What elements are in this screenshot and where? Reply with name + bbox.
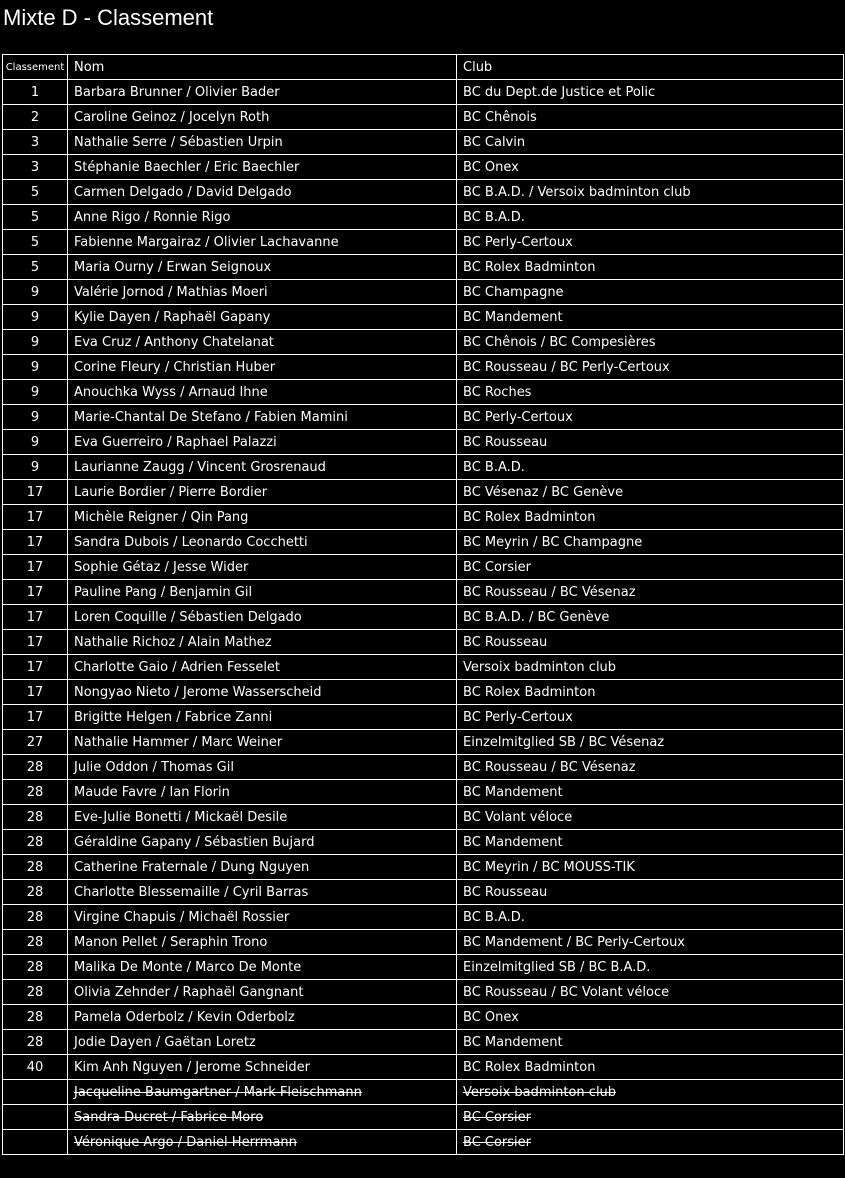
table-row bbox=[3, 630, 844, 655]
club-cell bbox=[457, 1130, 844, 1155]
club-name: Versoix badminton club bbox=[463, 659, 617, 675]
pair-names: Sophie Gétaz / Jesse Wider bbox=[74, 559, 249, 575]
table-row bbox=[3, 755, 844, 780]
club-cell bbox=[457, 1105, 844, 1130]
name-cell bbox=[68, 780, 457, 805]
club-cell bbox=[457, 230, 844, 255]
pair-names: Kylie Dayen / Raphaël Gapany bbox=[74, 309, 271, 325]
club-cell bbox=[457, 830, 844, 855]
table-row bbox=[3, 80, 844, 105]
club-name: BC du Dept.de Justice et Polic bbox=[463, 84, 656, 100]
club-cell bbox=[457, 980, 844, 1005]
name-cell bbox=[68, 80, 457, 105]
pair-names: Maude Favre / Ian Florin bbox=[74, 784, 230, 800]
name-cell bbox=[68, 255, 457, 280]
table-row bbox=[3, 505, 844, 530]
pair-names: Stéphanie Baechler / Eric Baechler bbox=[74, 159, 300, 175]
rank-cell: 17 bbox=[3, 705, 68, 730]
club-name: BC Perly-Certoux bbox=[463, 709, 573, 725]
table-row bbox=[3, 1055, 844, 1080]
table-row bbox=[3, 680, 844, 705]
rank-cell: 17 bbox=[3, 505, 68, 530]
pair-names: Maria Ourny / Erwan Seignoux bbox=[74, 259, 272, 275]
pair-names: Pauline Pang / Benjamin Gil bbox=[74, 584, 253, 600]
name-cell bbox=[68, 705, 457, 730]
rank-cell: 5 bbox=[3, 180, 68, 205]
name-cell bbox=[68, 905, 457, 930]
table-row bbox=[3, 955, 844, 980]
table-row bbox=[3, 130, 844, 155]
club-cell bbox=[457, 955, 844, 980]
rank-cell: 28 bbox=[3, 930, 68, 955]
table-row bbox=[3, 105, 844, 130]
name-cell bbox=[68, 130, 457, 155]
rank-cell: 17 bbox=[3, 530, 68, 555]
rank-cell: 17 bbox=[3, 680, 68, 705]
rank-cell: 28 bbox=[3, 955, 68, 980]
name-cell bbox=[68, 855, 457, 880]
club-cell bbox=[457, 280, 844, 305]
rank-cell: 5 bbox=[3, 205, 68, 230]
rank-cell: 3 bbox=[3, 155, 68, 180]
rank-cell: 9 bbox=[3, 305, 68, 330]
pair-names: Barbara Brunner / Olivier Bader bbox=[74, 84, 280, 100]
name-cell bbox=[68, 180, 457, 205]
club-cell bbox=[457, 1005, 844, 1030]
rank-cell: 3 bbox=[3, 130, 68, 155]
club-cell bbox=[457, 1030, 844, 1055]
name-cell bbox=[68, 555, 457, 580]
table-row bbox=[3, 330, 844, 355]
header-row bbox=[3, 55, 844, 80]
name-cell bbox=[68, 680, 457, 705]
name-cell bbox=[68, 430, 457, 455]
name-cell bbox=[68, 880, 457, 905]
pair-names: Nongyao Nieto / Jerome Wasserscheid bbox=[74, 684, 322, 700]
club-cell bbox=[457, 930, 844, 955]
club-name: BC Rousseau / BC Vésenaz bbox=[463, 584, 636, 600]
name-cell bbox=[68, 805, 457, 830]
club-name: BC Corsier bbox=[463, 1109, 532, 1125]
club-cell bbox=[457, 880, 844, 905]
rank-cell: 28 bbox=[3, 905, 68, 930]
name-cell bbox=[68, 330, 457, 355]
pair-names: Corine Fleury / Christian Huber bbox=[74, 359, 276, 375]
pair-names: Manon Pellet / Seraphin Trono bbox=[74, 934, 268, 950]
table-row bbox=[3, 430, 844, 455]
table-row bbox=[3, 455, 844, 480]
table-row bbox=[3, 555, 844, 580]
pair-names: Jodie Dayen / Gaëtan Loretz bbox=[74, 1034, 256, 1050]
pair-names: Valérie Jornod / Mathias Moeri bbox=[74, 284, 268, 300]
club-name: BC Vésenaz / BC Genève bbox=[463, 484, 624, 500]
club-cell bbox=[457, 305, 844, 330]
club-cell bbox=[457, 605, 844, 630]
pair-names: Fabienne Margairaz / Olivier Lachavanne bbox=[74, 234, 339, 250]
table-row bbox=[3, 180, 844, 205]
pair-names: Charlotte Gaio / Adrien Fesselet bbox=[74, 659, 281, 675]
pair-names: Géraldine Gapany / Sébastien Bujard bbox=[74, 834, 315, 850]
club-name: BC Rousseau bbox=[463, 634, 548, 650]
table-row bbox=[3, 905, 844, 930]
table-row bbox=[3, 355, 844, 380]
name-cell bbox=[68, 755, 457, 780]
pair-names: Virgine Chapuis / Michaël Rossier bbox=[74, 909, 290, 925]
pair-names: Laurianne Zaugg / Vincent Grosrenaud bbox=[74, 459, 326, 475]
name-cell bbox=[68, 1005, 457, 1030]
club-name: BC Rousseau bbox=[463, 434, 548, 450]
rank-cell: 40 bbox=[3, 1055, 68, 1080]
pair-names: Caroline Geinoz / Jocelyn Roth bbox=[74, 109, 270, 125]
pair-names: Eva Guerreiro / Raphael Palazzi bbox=[74, 434, 277, 450]
club-name: BC Mandement bbox=[463, 834, 563, 850]
club-name: Versoix badminton club bbox=[463, 1084, 617, 1100]
table-row bbox=[3, 280, 844, 305]
name-cell bbox=[68, 530, 457, 555]
club-cell bbox=[457, 805, 844, 830]
table-row-withdrawn bbox=[3, 1105, 844, 1130]
club-cell bbox=[457, 155, 844, 180]
name-cell bbox=[68, 105, 457, 130]
club-name: BC Calvin bbox=[463, 134, 526, 150]
rank-cell: 1 bbox=[3, 80, 68, 105]
name-cell bbox=[68, 405, 457, 430]
rank-cell: 28 bbox=[3, 805, 68, 830]
pair-names: Sandra Ducret / Fabrice Moro bbox=[74, 1109, 264, 1125]
club-cell bbox=[457, 905, 844, 930]
club-name: BC Perly-Certoux bbox=[463, 234, 573, 250]
rank-cell: 28 bbox=[3, 780, 68, 805]
rank-cell: 5 bbox=[3, 255, 68, 280]
rank-cell: 17 bbox=[3, 605, 68, 630]
club-name: BC Rolex Badminton bbox=[463, 1059, 596, 1075]
club-cell bbox=[457, 180, 844, 205]
club-cell bbox=[457, 105, 844, 130]
club-cell bbox=[457, 705, 844, 730]
table-row bbox=[3, 830, 844, 855]
club-name: BC Volant véloce bbox=[463, 809, 573, 825]
table-row bbox=[3, 380, 844, 405]
club-cell bbox=[457, 330, 844, 355]
pair-names: Marie-Chantal De Stefano / Fabien Mamini bbox=[74, 409, 348, 425]
pair-names: Pamela Oderbolz / Kevin Oderbolz bbox=[74, 1009, 295, 1025]
rank-cell bbox=[3, 1130, 68, 1155]
club-cell bbox=[457, 580, 844, 605]
table-row-withdrawn bbox=[3, 1080, 844, 1105]
club-cell bbox=[457, 80, 844, 105]
rank-cell bbox=[3, 1105, 68, 1130]
table-row bbox=[3, 1005, 844, 1030]
name-cell bbox=[68, 955, 457, 980]
pair-names: Michèle Reigner / Qin Pang bbox=[74, 509, 249, 525]
table-row bbox=[3, 780, 844, 805]
club-column-header: Club bbox=[457, 55, 844, 80]
club-cell bbox=[457, 355, 844, 380]
table-row-withdrawn bbox=[3, 1130, 844, 1155]
pair-names: Nathalie Hammer / Marc Weiner bbox=[74, 734, 283, 750]
club-cell bbox=[457, 1055, 844, 1080]
pair-names: Jacqueline Baumgartner / Mark Fleischmann bbox=[74, 1084, 362, 1100]
name-column-header: Nom bbox=[68, 55, 457, 80]
club-name: BC Champagne bbox=[463, 284, 564, 300]
name-cell bbox=[68, 1105, 457, 1130]
club-cell bbox=[457, 555, 844, 580]
rank-cell: 28 bbox=[3, 1030, 68, 1055]
table-row bbox=[3, 205, 844, 230]
club-name: BC Mandement bbox=[463, 784, 563, 800]
rank-cell: 9 bbox=[3, 280, 68, 305]
club-cell bbox=[457, 505, 844, 530]
club-name: BC Rousseau bbox=[463, 884, 548, 900]
name-cell bbox=[68, 305, 457, 330]
name-cell bbox=[68, 1030, 457, 1055]
club-name: BC Onex bbox=[463, 1009, 519, 1025]
club-cell bbox=[457, 780, 844, 805]
table-row bbox=[3, 480, 844, 505]
rank-cell: 17 bbox=[3, 655, 68, 680]
club-cell bbox=[457, 430, 844, 455]
club-name: Einzelmitglied SB / BC Vésenaz bbox=[463, 734, 665, 750]
club-name: BC Rolex Badminton bbox=[463, 509, 596, 525]
club-name: BC Rousseau / BC Volant véloce bbox=[463, 984, 670, 1000]
club-cell bbox=[457, 405, 844, 430]
rank-cell: 9 bbox=[3, 380, 68, 405]
rank-cell: 9 bbox=[3, 455, 68, 480]
club-name: BC Rousseau / BC Perly-Certoux bbox=[463, 359, 670, 375]
club-cell bbox=[457, 730, 844, 755]
rank-cell: 27 bbox=[3, 730, 68, 755]
rank-cell bbox=[3, 1080, 68, 1105]
pair-names: Catherine Fraternale / Dung Nguyen bbox=[74, 859, 310, 875]
name-cell bbox=[68, 630, 457, 655]
club-name: BC Chênois / BC Compesières bbox=[463, 334, 656, 350]
rank-cell: 17 bbox=[3, 630, 68, 655]
table-row bbox=[3, 305, 844, 330]
pair-names: Carmen Delgado / David Delgado bbox=[74, 184, 292, 200]
pair-names: Laurie Bordier / Pierre Bordier bbox=[74, 484, 268, 500]
rank-cell: 28 bbox=[3, 830, 68, 855]
name-cell bbox=[68, 280, 457, 305]
rank-cell: 2 bbox=[3, 105, 68, 130]
club-name: BC Mandement bbox=[463, 309, 563, 325]
pair-names: Véronique Argo / Daniel Herrmann bbox=[74, 1134, 297, 1150]
name-cell bbox=[68, 830, 457, 855]
club-name: BC B.A.D. bbox=[463, 209, 525, 225]
name-cell bbox=[68, 1080, 457, 1105]
name-cell bbox=[68, 1055, 457, 1080]
rank-cell: 28 bbox=[3, 880, 68, 905]
rank-column-header: Classement bbox=[3, 55, 68, 80]
club-name: Einzelmitglied SB / BC B.A.D. bbox=[463, 959, 651, 975]
club-cell bbox=[457, 630, 844, 655]
table-row bbox=[3, 855, 844, 880]
pair-names: Eve-Julie Bonetti / Mickaël Desile bbox=[74, 809, 288, 825]
table-row bbox=[3, 730, 844, 755]
club-name: BC Mandement / BC Perly-Certoux bbox=[463, 934, 686, 950]
table-row bbox=[3, 1030, 844, 1055]
table-row bbox=[3, 155, 844, 180]
club-cell bbox=[457, 255, 844, 280]
club-name: BC B.A.D. / BC Genève bbox=[463, 609, 610, 625]
rank-cell: 9 bbox=[3, 430, 68, 455]
rank-cell: 9 bbox=[3, 405, 68, 430]
rank-cell: 28 bbox=[3, 1005, 68, 1030]
table-row bbox=[3, 655, 844, 680]
rank-cell: 17 bbox=[3, 580, 68, 605]
rank-cell: 9 bbox=[3, 355, 68, 380]
table-row bbox=[3, 405, 844, 430]
name-cell bbox=[68, 580, 457, 605]
pair-names: Olivia Zehnder / Raphaël Gangnant bbox=[74, 984, 304, 1000]
table-row bbox=[3, 930, 844, 955]
name-cell bbox=[68, 355, 457, 380]
club-cell bbox=[457, 205, 844, 230]
name-cell bbox=[68, 205, 457, 230]
club-cell bbox=[457, 680, 844, 705]
table-row bbox=[3, 705, 844, 730]
table-row bbox=[3, 255, 844, 280]
pair-names: Anouchka Wyss / Arnaud Ihne bbox=[74, 384, 268, 400]
name-cell bbox=[68, 505, 457, 530]
club-name: BC Rolex Badminton bbox=[463, 259, 596, 275]
club-cell bbox=[457, 380, 844, 405]
name-cell bbox=[68, 230, 457, 255]
rank-cell: 5 bbox=[3, 230, 68, 255]
rank-cell: 28 bbox=[3, 980, 68, 1005]
club-cell bbox=[457, 130, 844, 155]
table-row bbox=[3, 230, 844, 255]
pair-names: Sandra Dubois / Leonardo Cocchetti bbox=[74, 534, 308, 550]
name-cell bbox=[68, 930, 457, 955]
club-name: BC Corsier bbox=[463, 1134, 532, 1150]
name-cell bbox=[68, 605, 457, 630]
table-body bbox=[3, 80, 844, 1155]
pair-names: Malika De Monte / Marco De Monte bbox=[74, 959, 302, 975]
pair-names: Charlotte Blessemaille / Cyril Barras bbox=[74, 884, 309, 900]
rank-cell: 17 bbox=[3, 480, 68, 505]
club-name: BC Chênois bbox=[463, 109, 537, 125]
name-cell bbox=[68, 155, 457, 180]
club-name: BC Rousseau / BC Vésenaz bbox=[463, 759, 636, 775]
pair-names: Kim Anh Nguyen / Jerome Schneider bbox=[74, 1059, 310, 1075]
club-name: BC B.A.D. bbox=[463, 909, 525, 925]
club-name: BC Roches bbox=[463, 384, 532, 400]
table-row bbox=[3, 530, 844, 555]
club-name: BC B.A.D. bbox=[463, 459, 525, 475]
club-cell bbox=[457, 480, 844, 505]
table-row bbox=[3, 880, 844, 905]
page-title: Mixte D - Classement bbox=[3, 5, 214, 30]
pair-names: Julie Oddon / Thomas Gil bbox=[74, 759, 234, 775]
club-name: BC Rolex Badminton bbox=[463, 684, 596, 700]
name-cell bbox=[68, 455, 457, 480]
club-name: BC Meyrin / BC MOUSS-TIK bbox=[463, 859, 635, 875]
rank-cell: 28 bbox=[3, 855, 68, 880]
pair-names: Brigitte Helgen / Fabrice Zanni bbox=[74, 709, 273, 725]
club-name: BC Perly-Certoux bbox=[463, 409, 573, 425]
pair-names: Nathalie Serre / Sébastien Urpin bbox=[74, 134, 283, 150]
pair-names: Anne Rigo / Ronnie Rigo bbox=[74, 209, 231, 225]
rank-cell: 17 bbox=[3, 555, 68, 580]
club-cell bbox=[457, 1080, 844, 1105]
name-cell bbox=[68, 480, 457, 505]
name-cell bbox=[68, 655, 457, 680]
club-cell bbox=[457, 755, 844, 780]
rank-cell: 28 bbox=[3, 755, 68, 780]
ranking-table bbox=[2, 54, 844, 1155]
club-name: BC Corsier bbox=[463, 559, 532, 575]
name-cell bbox=[68, 730, 457, 755]
club-name: BC Meyrin / BC Champagne bbox=[463, 534, 643, 550]
table-row bbox=[3, 580, 844, 605]
table-header bbox=[3, 55, 844, 80]
name-cell bbox=[68, 980, 457, 1005]
pair-names: Nathalie Richoz / Alain Mathez bbox=[74, 634, 272, 650]
club-cell bbox=[457, 655, 844, 680]
table-row bbox=[3, 605, 844, 630]
rank-cell: 9 bbox=[3, 330, 68, 355]
club-cell bbox=[457, 855, 844, 880]
club-name: BC Mandement bbox=[463, 1034, 563, 1050]
name-cell bbox=[68, 1130, 457, 1155]
club-name: BC Onex bbox=[463, 159, 519, 175]
club-name: BC B.A.D. / Versoix badminton club bbox=[463, 184, 691, 200]
table-row bbox=[3, 805, 844, 830]
pair-names: Loren Coquille / Sébastien Delgado bbox=[74, 609, 302, 625]
pair-names: Eva Cruz / Anthony Chatelanat bbox=[74, 334, 274, 350]
club-cell bbox=[457, 530, 844, 555]
club-cell bbox=[457, 455, 844, 480]
table-row bbox=[3, 980, 844, 1005]
name-cell bbox=[68, 380, 457, 405]
